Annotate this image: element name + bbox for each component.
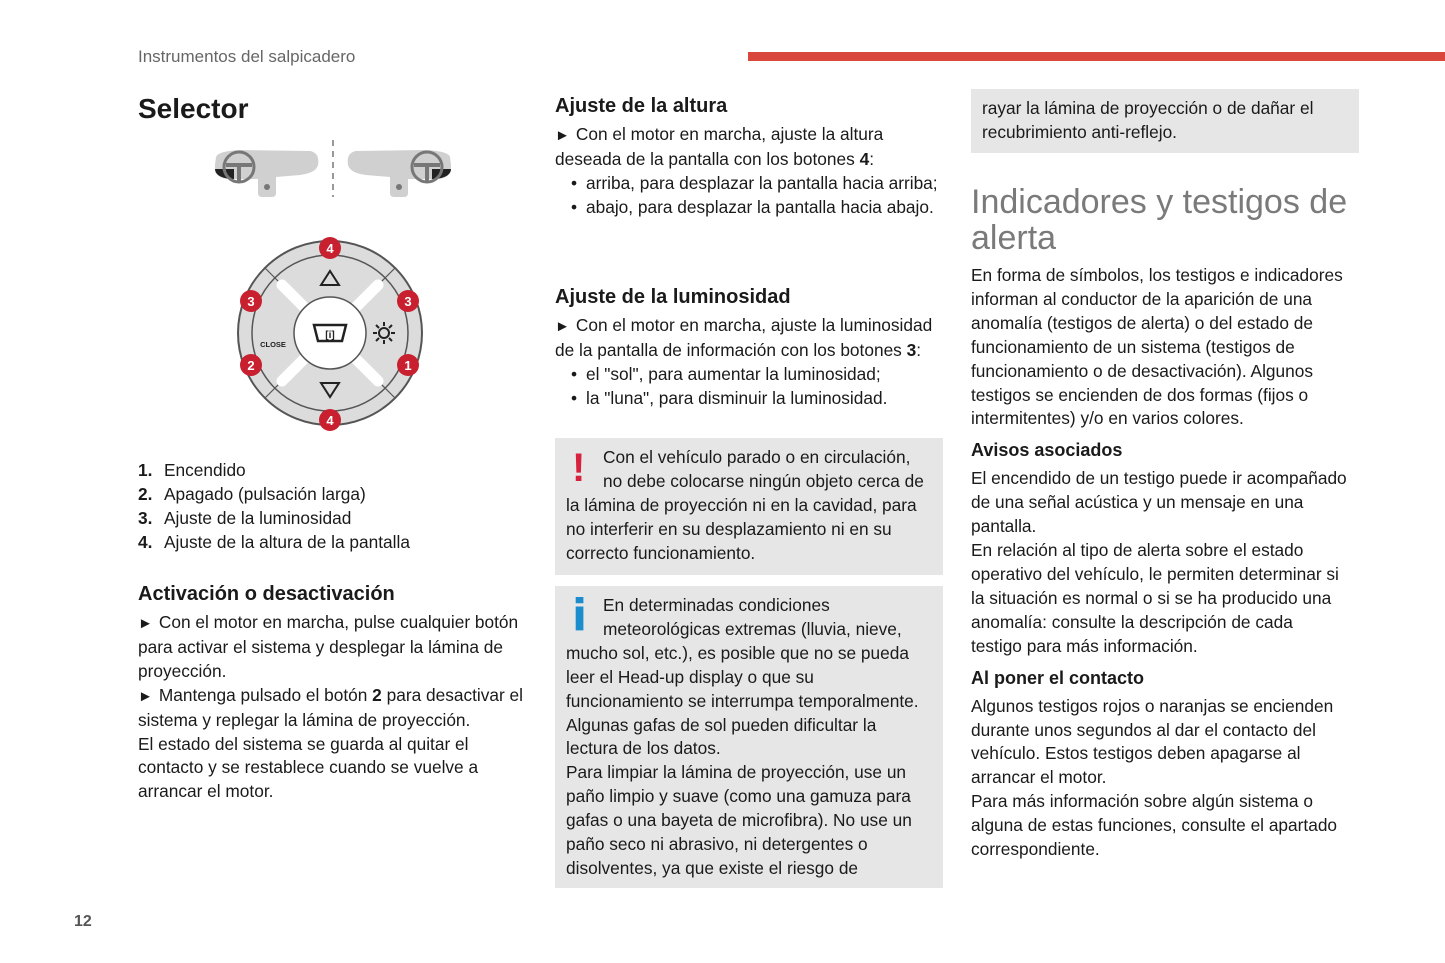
height-item: • arriba, para desplazar la pantalla hacia arriba; bbox=[555, 172, 940, 196]
page-number: 12 bbox=[74, 913, 92, 930]
activation-title: Activación o desactivación bbox=[138, 583, 395, 605]
brightness-title: Ajuste de la luminosidad bbox=[555, 286, 791, 308]
legend-item: 4. Ajuste de la altura de la pantalla bbox=[138, 531, 410, 552]
brightness-item: • la "luna", para disminuir la luminosidad. bbox=[555, 387, 940, 411]
control-pad bbox=[238, 241, 422, 425]
height-step: ► Con el motor en marcha, ajuste la altura deseada de la pantalla con los botones 4: bbox=[555, 124, 884, 169]
legend-item: 1. Encendido bbox=[138, 460, 246, 480]
continued-text: rayar la lámina de proyección o de dañar el recubrimiento anti-reflejo. bbox=[982, 98, 1314, 142]
info-text-1: En determinadas condiciones meteorológicas extremas (lluvia, nieve, mucho sol, etc.), es posible que no se pueda leer el Head-up display o que su funcionamiento se interrumpa temporalmente. bbox=[566, 595, 919, 711]
warning-box bbox=[555, 438, 943, 575]
brightness-item: • el "sol", para aumentar la luminosidad; bbox=[555, 363, 940, 387]
brightness-step: ► Con el motor en marcha, ajuste la luminosidad de la pantalla de información con los botones 3: bbox=[555, 315, 933, 360]
avisos-text-2: En relación al tipo de alerta sobre el estado operativo del vehículo, le permiten determinar si la situación es normal o si se ha producido una anomalía: consulte la descripción de cada testigo para más información. bbox=[971, 540, 1339, 656]
legend-item: 2. Apagado (pulsación larga) bbox=[138, 483, 366, 504]
badge-2 bbox=[240, 354, 262, 376]
info-text-3: Para limpiar la lámina de proyección, use un paño limpio y suave (como una gamuza para gafas o una bayeta de microfibra). No use un paño seco ni abrasivo, ni detergentes o disolventes, ya que existe el riesgo de bbox=[566, 762, 912, 878]
height-section bbox=[555, 93, 940, 220]
contact-title: Al poner el contacto bbox=[971, 667, 1145, 688]
height-title: Ajuste de la altura bbox=[555, 95, 728, 117]
indicators-title: Indicadores y testigos de alerta bbox=[971, 183, 1348, 257]
steering-rhd-icon bbox=[348, 150, 451, 197]
badge-3-left bbox=[240, 290, 262, 312]
badge-3-right bbox=[397, 290, 419, 312]
header-accent-bar bbox=[748, 52, 1445, 61]
legend-item: 3. Ajuste de la luminosidad bbox=[138, 507, 352, 528]
svg-text:1: 1 bbox=[404, 358, 412, 373]
selector-title: Selector bbox=[138, 93, 249, 124]
contact-text-1: Algunos testigos rojos o naranjas se encienden durante unos segundos al dar el contacto del vehículo. Estos testigos deben apagarse al arrancar el motor. bbox=[971, 695, 1334, 788]
height-item: • abajo, para desplazar la pantalla hacia abajo. bbox=[555, 196, 940, 220]
steering-lhd-icon bbox=[215, 150, 318, 197]
svg-text:3: 3 bbox=[247, 294, 255, 309]
warning-exclamation-icon: ! bbox=[572, 446, 586, 490]
brightness-section bbox=[555, 284, 940, 411]
badge-4-bottom bbox=[319, 409, 341, 431]
svg-text:4: 4 bbox=[326, 241, 334, 256]
badge-4-top bbox=[319, 237, 341, 259]
running-header: Instrumentos del salpicadero bbox=[138, 47, 356, 66]
activation-section bbox=[138, 581, 528, 804]
svg-text:3: 3 bbox=[404, 294, 412, 309]
svg-text:2: 2 bbox=[247, 358, 255, 373]
avisos-title: Avisos asociados bbox=[971, 440, 1123, 461]
svg-text:4: 4 bbox=[326, 413, 334, 428]
badge-1 bbox=[397, 354, 419, 376]
avisos-text-1: El encendido de un testigo puede ir acompañado de una señal acústica y un mensaje en una pantalla. bbox=[971, 468, 1347, 537]
indicators-section bbox=[971, 184, 1361, 862]
continued-box bbox=[971, 89, 1359, 153]
warning-text: Con el vehículo parado o en circulación, no debe colocarse ningún objeto cerca de la lámina de proyección ni en la cavidad, para no interferir en su desplazamiento ni en su correcto funcionamiento. bbox=[566, 447, 924, 563]
svg-text:[i]: [i] bbox=[325, 330, 335, 341]
info-text-2: Algunas gafas de sol pueden dificultar la lectura de los datos. bbox=[566, 714, 877, 759]
selector-legend bbox=[138, 459, 533, 555]
activation-note: El estado del sistema se guarda al quitar el contacto y se restablece cuando se vuelve a arrancar el motor. bbox=[138, 733, 479, 802]
activation-step-1: ► Con el motor en marcha, pulse cualquier botón para activar el sistema y desplegar la lámina de proyección. bbox=[138, 612, 519, 681]
indicators-intro: En forma de símbolos, los testigos e indicadores informan al conductor de la aparición de una anomalía (testigos de alerta) o del estado de funcionamiento de un sistema (testigos de funcionamiento o de desactivación). Algunos testigos se encienden de dos formas (fijos o intermitentes) y/o en varios colores. bbox=[971, 265, 1343, 429]
contact-text-2: Para más información sobre algún sistema o alguna de estas funciones, consulte el apartado correspondiente. bbox=[971, 791, 1338, 860]
selector-diagram bbox=[200, 135, 470, 435]
info-box bbox=[555, 586, 943, 888]
activation-step-2: ► Mantenga pulsado el botón 2 para desactivar el sistema y replegar la lámina de proyección. bbox=[138, 684, 524, 730]
close-label: CLOSE bbox=[260, 340, 286, 349]
info-icon: i bbox=[572, 590, 588, 641]
